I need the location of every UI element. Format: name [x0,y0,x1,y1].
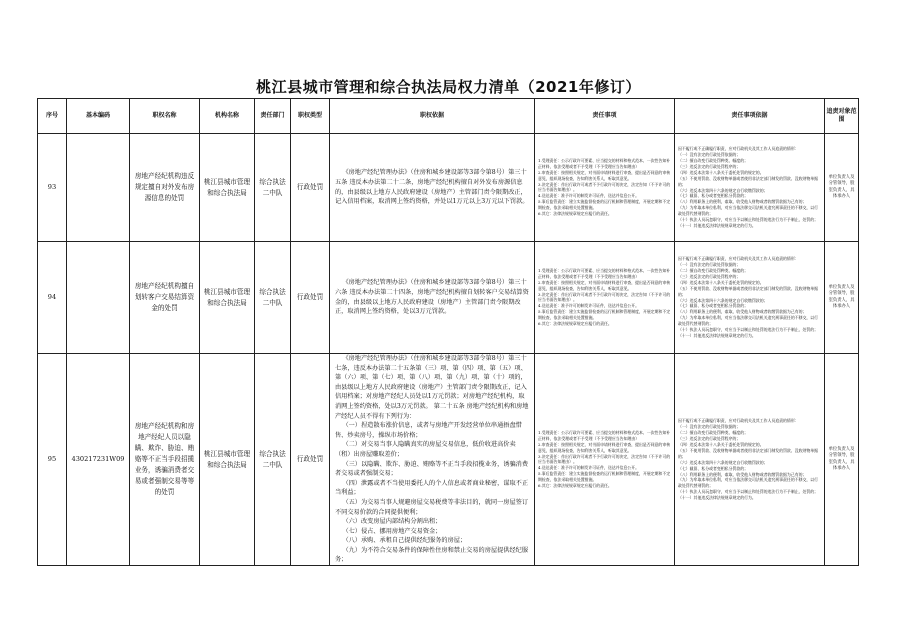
basis-paragraph: 《房地产经纪管理办法》（住房和城乡建设部等3部令第8号）第三十七条，违反本办法第二十五条第（三）项、第（四）项、第（五）项、第（六）项、第（七）项、第（八）项、第（九）项、第（十）项的，由县级以上地方人民政府建设（房地产）主管部门责令限期改正，记入信用档案；对房地产经纪人员处以1万元罚款；对房地产经纪机构，取消网上签约资格，处以3万元罚款。 第二十五条 房地产经纪机构和房地产经纪人员不得有下列行为： [335,355,529,420]
basis-paragraph: （二）对交易当事人隐瞒真实的房屋交易信息，低价收进高价卖（租）出房屋赚取差价； [335,441,516,458]
duty-basis-item: 因不履行或不正确履行职责，应对行政机关及其工作人员追责的情形： [678,418,799,424]
cell-type: 行政处罚 [291,354,330,566]
duty-item: 5.事后监管责任：建立实施监督检查的运行机制和管理制度，开展定期和不定期检查，依法采取相关处置措施。 [538,309,671,320]
duty-basis-item: （八）利用职务上的便利，索取、收受他人财物或者收缴罚款据为己有的； [678,199,807,205]
header-code: 基本编码 [67,99,130,134]
duty-item: 3.决定责任：作出行政许可或者不予行政许可的决定，法定告知（不予许可的应当书面告知理由）。 [538,181,671,193]
cell-basis [330,242,535,354]
duty-basis-item: （三）违反法定的行政处罚程序的； [678,435,741,441]
header-seq: 序号 [38,99,67,134]
cell-power-name: 房地产经纪机构擅自划转客户交易结算资金的处罚 [130,242,200,354]
duty-basis-item: （三）违反法定的行政处罚程序的； [678,163,741,169]
duty-item: 3.决定责任：作出行政许可或者不予行政许可的决定，法定告知（不予许可的应当书面告知理由）。 [538,291,671,303]
header-type: 职权类型 [291,99,330,134]
duty-item: 3.决定责任：作出行政许可或者不予行政许可的决定，法定告知（不予许可的应当书面告知理由）。 [538,453,671,465]
duty-basis-item: （二）擅自改变行政处罚种类、幅度的； [678,267,749,273]
duty-basis-item: （三）违反法定的行政处罚程序的； [678,273,741,279]
duty-basis-item: （十一）其他违反法律法规规章规定的行为。 [678,223,756,229]
header-basis: 职权依据 [330,99,535,134]
duty-basis-item: （四）违反本法第十八条关于委托处罚的规定的。 [678,279,764,285]
duty-basis-item: （五）不使用罚款、没收财物单据或者使用非法定部门制发的罚款、没收财物单据的； [678,175,819,187]
cell-duty-basis [675,354,825,566]
cell-basis [330,134,535,242]
duty-item: 6.其它：法律法规规章规定应履行的责任。 [538,210,612,216]
duty-item: 4.送达责任：准予许可的制发许可证件，送达并信息公开。 [538,465,639,471]
duty-item: 4.送达责任：准予许可的制发许可证件，送达并信息公开。 [538,303,639,309]
basis-paragraph: （八）承购、承租自己提供经纪服务的房屋； [342,537,467,545]
duty-basis-item: （二）擅自改变行政处罚种类、幅度的； [678,430,749,435]
cell-duty-basis [675,134,825,242]
table-row [38,354,859,566]
cell-code [67,134,130,242]
basis-paragraph: （三）以隐瞒、欺诈、胁迫、贿赂等不正当手段招揽业务，诱骗消费者交易或者强制交易； [335,460,529,478]
duty-basis-item: （一）没有法定的行政处罚依据的； [678,151,741,157]
cell-accountable: 单位负责人及分管领导，股室负责人，具体承办人 [825,354,859,566]
cell-dept: 综合执法二中队 [255,354,291,566]
cell-accountable: 单位负责人及分管领导，股室负责人，具体承办人 [825,242,859,354]
basis-paragraph: （一）捏造散布涨价信息，或者与房地产开发经营单位串通捂盘惜售、炒卖房号，操纵市场价格； [335,422,522,439]
duty-basis-item: （九）为牟取本单位私利，对应当依法移交司法机关追究刑事责任的不移交，以行政处罚代替刑罚的； [678,477,819,489]
duty-basis-item: （七）截留、私分或者变相私分罚款的； [678,193,749,199]
duty-basis-item: （六）违反本法第四十六条的规定自行收缴罚款的； [678,297,768,303]
header-duties: 责任事项 [535,99,675,134]
cell-duty-basis [675,242,825,354]
cell-duties [535,134,675,242]
duty-basis-item: （五）不使用罚款、没收财物单据或者使用非法定部门制发的罚款、没收财物单据的； [678,447,819,459]
duty-basis-item: （七）截留、私分或者变相私分罚款的； [678,465,749,471]
duty-basis-item: （九）为牟取本单位私利，对应当依法移交司法机关追究刑事责任的不移交，以行政处罚代替刑罚的； [678,315,819,327]
duty-item: 6.其它：法律法规规章规定应履行的责任。 [538,320,612,326]
duty-item: 6.其它：法律法规规章规定应履行的责任。 [538,482,612,488]
header-power-name: 职权名称 [130,99,200,134]
duty-item: 5.事后监管责任：建立实施监督检查的运行机制和管理制度，开展定期和不定期检查，依法采取相关处置措施。 [538,471,671,482]
cell-org: 桃江县城市管理和综合执法局 [200,354,255,566]
cell-code: 430217231W09 [67,354,130,566]
table-row [38,134,859,242]
header-accountable: 追责对象范围 [825,99,859,134]
duty-basis-item: （八）利用职务上的便利，索取、收受他人财物或者收缴罚款据为己有的； [678,309,807,315]
cell-power-name: 房地产经纪机构违反规定擅自对外发布房源信息的处罚 [130,134,200,242]
duty-basis-item: （十）执法人员玩忽职守，对应当予以制止和处罚的违法行为不予制止、处罚的； [678,217,819,223]
duty-item: 1.受理责任：公示行政许可要素、应当提交的材料和格式范本、一次性告知补正材料，依法受理或者不予受理（不予受理应当告知理由） [538,430,671,441]
duty-basis-item: （四）违反本法第十八条关于委托处罚的规定的。 [678,441,764,447]
duty-basis-item: （七）截留、私分或者变相私分罚款的； [678,303,749,309]
cell-duties [535,242,675,354]
header-dept: 责任部门 [255,99,291,134]
duty-basis-item: （六）违反本法第四十六条的规定自行收缴罚款的； [678,459,768,465]
cell-seq: 93 [38,134,67,242]
cell-type: 行政处罚 [291,134,330,242]
duty-basis-item: （八）利用职务上的便利，索取、收受他人财物或者收缴罚款据为己有的； [678,471,807,477]
duty-basis-item: （九）为牟取本单位私利，对应当依法移交司法机关追究刑事责任的不移交，以行政处罚代替刑罚的； [678,205,819,217]
basis-paragraph: （五）为交易当事人规避房屋交易税费等非法目的，就同一房屋签订不同交易价款的合同提供便利； [335,498,529,516]
duty-item: 5.事后监管责任：建立实施监督检查的运行机制和管理制度，开展定期和不定期检查，依法采取相关处置措施。 [538,199,671,210]
cell-dept: 综合执法二中队 [255,242,291,354]
cell-org: 桃江县城市管理和综合执法局 [200,242,255,354]
duty-item: 4.送达责任：准予许可的制发许可证件，送达并信息公开。 [538,193,639,199]
basis-paragraph: （四）泄露或者不当使用委托人的个人信息或者商业秘密，谋取不正当利益； [335,479,529,497]
duty-basis-item: （十一）其他违反法律法规规章规定的行为。 [678,495,756,501]
duty-item: 2.审查责任：按照相关规定，对书面申请材料进行审查，提出是否同意的审核意见，组织现场检查，告知利害关系人，听取其意见。 [538,279,671,291]
duty-basis-item: （一）没有法定的行政处罚依据的； [678,261,741,267]
duty-basis-item: （六）违反本法第四十六条的规定自行收缴罚款的； [678,187,768,193]
power-list-table [37,98,859,566]
cell-org: 桃江县城市管理和综合执法局 [200,134,255,242]
basis-paragraph: （七）侵占、挪用房地产交易资金； [342,527,442,535]
duty-item: 1.受理责任：公示行政许可要素、应当提交的材料和格式范本、一次性告知补正材料，依法受理或者不予受理（不予受理应当告知理由） [538,268,671,279]
basis-paragraph: （九）为不符合交易条件的保障性住房和禁止交易的房屋提供经纪服务； [335,546,529,564]
cell-seq: 94 [38,242,67,354]
header-duty-basis: 责任事项依据 [675,99,825,134]
duty-basis-item: （二）擅自改变行政处罚种类、幅度的； [678,157,749,163]
duty-item: 2.审查责任：按照相关规定，对书面申请材料进行审查，提出是否同意的审核意见，组织现场检查，告知利害关系人，听取其意见。 [538,169,671,181]
table-row [38,242,859,354]
basis-paragraph: （六）改变房屋内部结构分割出租； [342,518,442,526]
document-title: 桃江县城市管理和综合执法局权力清单（2021年修订） [256,78,641,96]
cell-power-name: 房地产经纪机构和房地产经纪人员以隐瞒、欺诈、胁迫、贿赂等不正当手段招揽业务，诱骗消费者交易或者强制交易等等的处罚 [130,354,200,566]
cell-type: 行政处罚 [291,242,330,354]
header-org: 机构名称 [200,99,255,134]
cell-seq: 95 [38,354,67,566]
cell-accountable: 单位负责人及分管领导，股室负责人，具体承办人 [825,134,859,242]
duty-basis-item: （一）没有法定的行政处罚依据的； [678,424,741,430]
duty-basis-item: （十）执法人员玩忽职守，对应当予以制止和处罚的违法行为不予制止、处罚的； [678,489,819,495]
header-row [38,99,859,134]
duty-basis-item: 因不履行或不正确履行职责，应对行政机关及其工作人员追责的情形： [678,146,799,151]
duty-basis-item: （四）违反本法第十八条关于委托处罚的规定的。 [678,169,764,175]
cell-dept: 综合执法二中队 [255,134,291,242]
basis-paragraph: 《房地产经纪管理办法》（住房和城乡建设部等3部令第8号）第三十六条 违反本办法第二十四条，房地产经纪机构擅自划转客户交易结算资金的，由县级以上地方人民政府建设（房地产）主管部门责令限期改正，取消网上签约资格，处以3万元罚款。 [335,279,529,316]
cell-basis [330,354,535,566]
duty-basis-item: （五）不使用罚款、没收财物单据或者使用非法定部门制发的罚款、没收财物单据的； [678,285,819,297]
duty-item: 2.审查责任：按照相关规定，对书面申请材料进行审查，提出是否同意的审核意见，组织现场检查，告知利害关系人，听取其意见。 [538,441,671,453]
duty-item: 1.受理责任：公示行政许可要素、应当提交的材料和格式范本、一次性告知补正材料，依法受理或者不予受理（不予受理应当告知理由） [538,158,671,169]
duty-basis-item: 因不履行或不正确履行职责，应对行政机关及其工作人员追责的情形： [678,256,799,261]
cell-code [67,242,130,354]
cell-duties [535,354,675,566]
duty-basis-item: （十）执法人员玩忽职守，对应当予以制止和处罚的违法行为不予制止、处罚的； [678,327,819,333]
basis-paragraph: 《房地产经纪管理办法》（住房和城乡建设部等3部令第8号）第三十五条 违反本办法第二十二条，房地产经纪机构擅自对外发布房源信息的，由县级以上地方人民政府建设（房地产）主管部门责令限期改正，记入信用档案，取消网上签约资格，并处以1万元以上3万元以下罚款。 [335,169,529,206]
duty-basis-item: （十一）其他违反法律法规规章规定的行为。 [678,333,756,339]
